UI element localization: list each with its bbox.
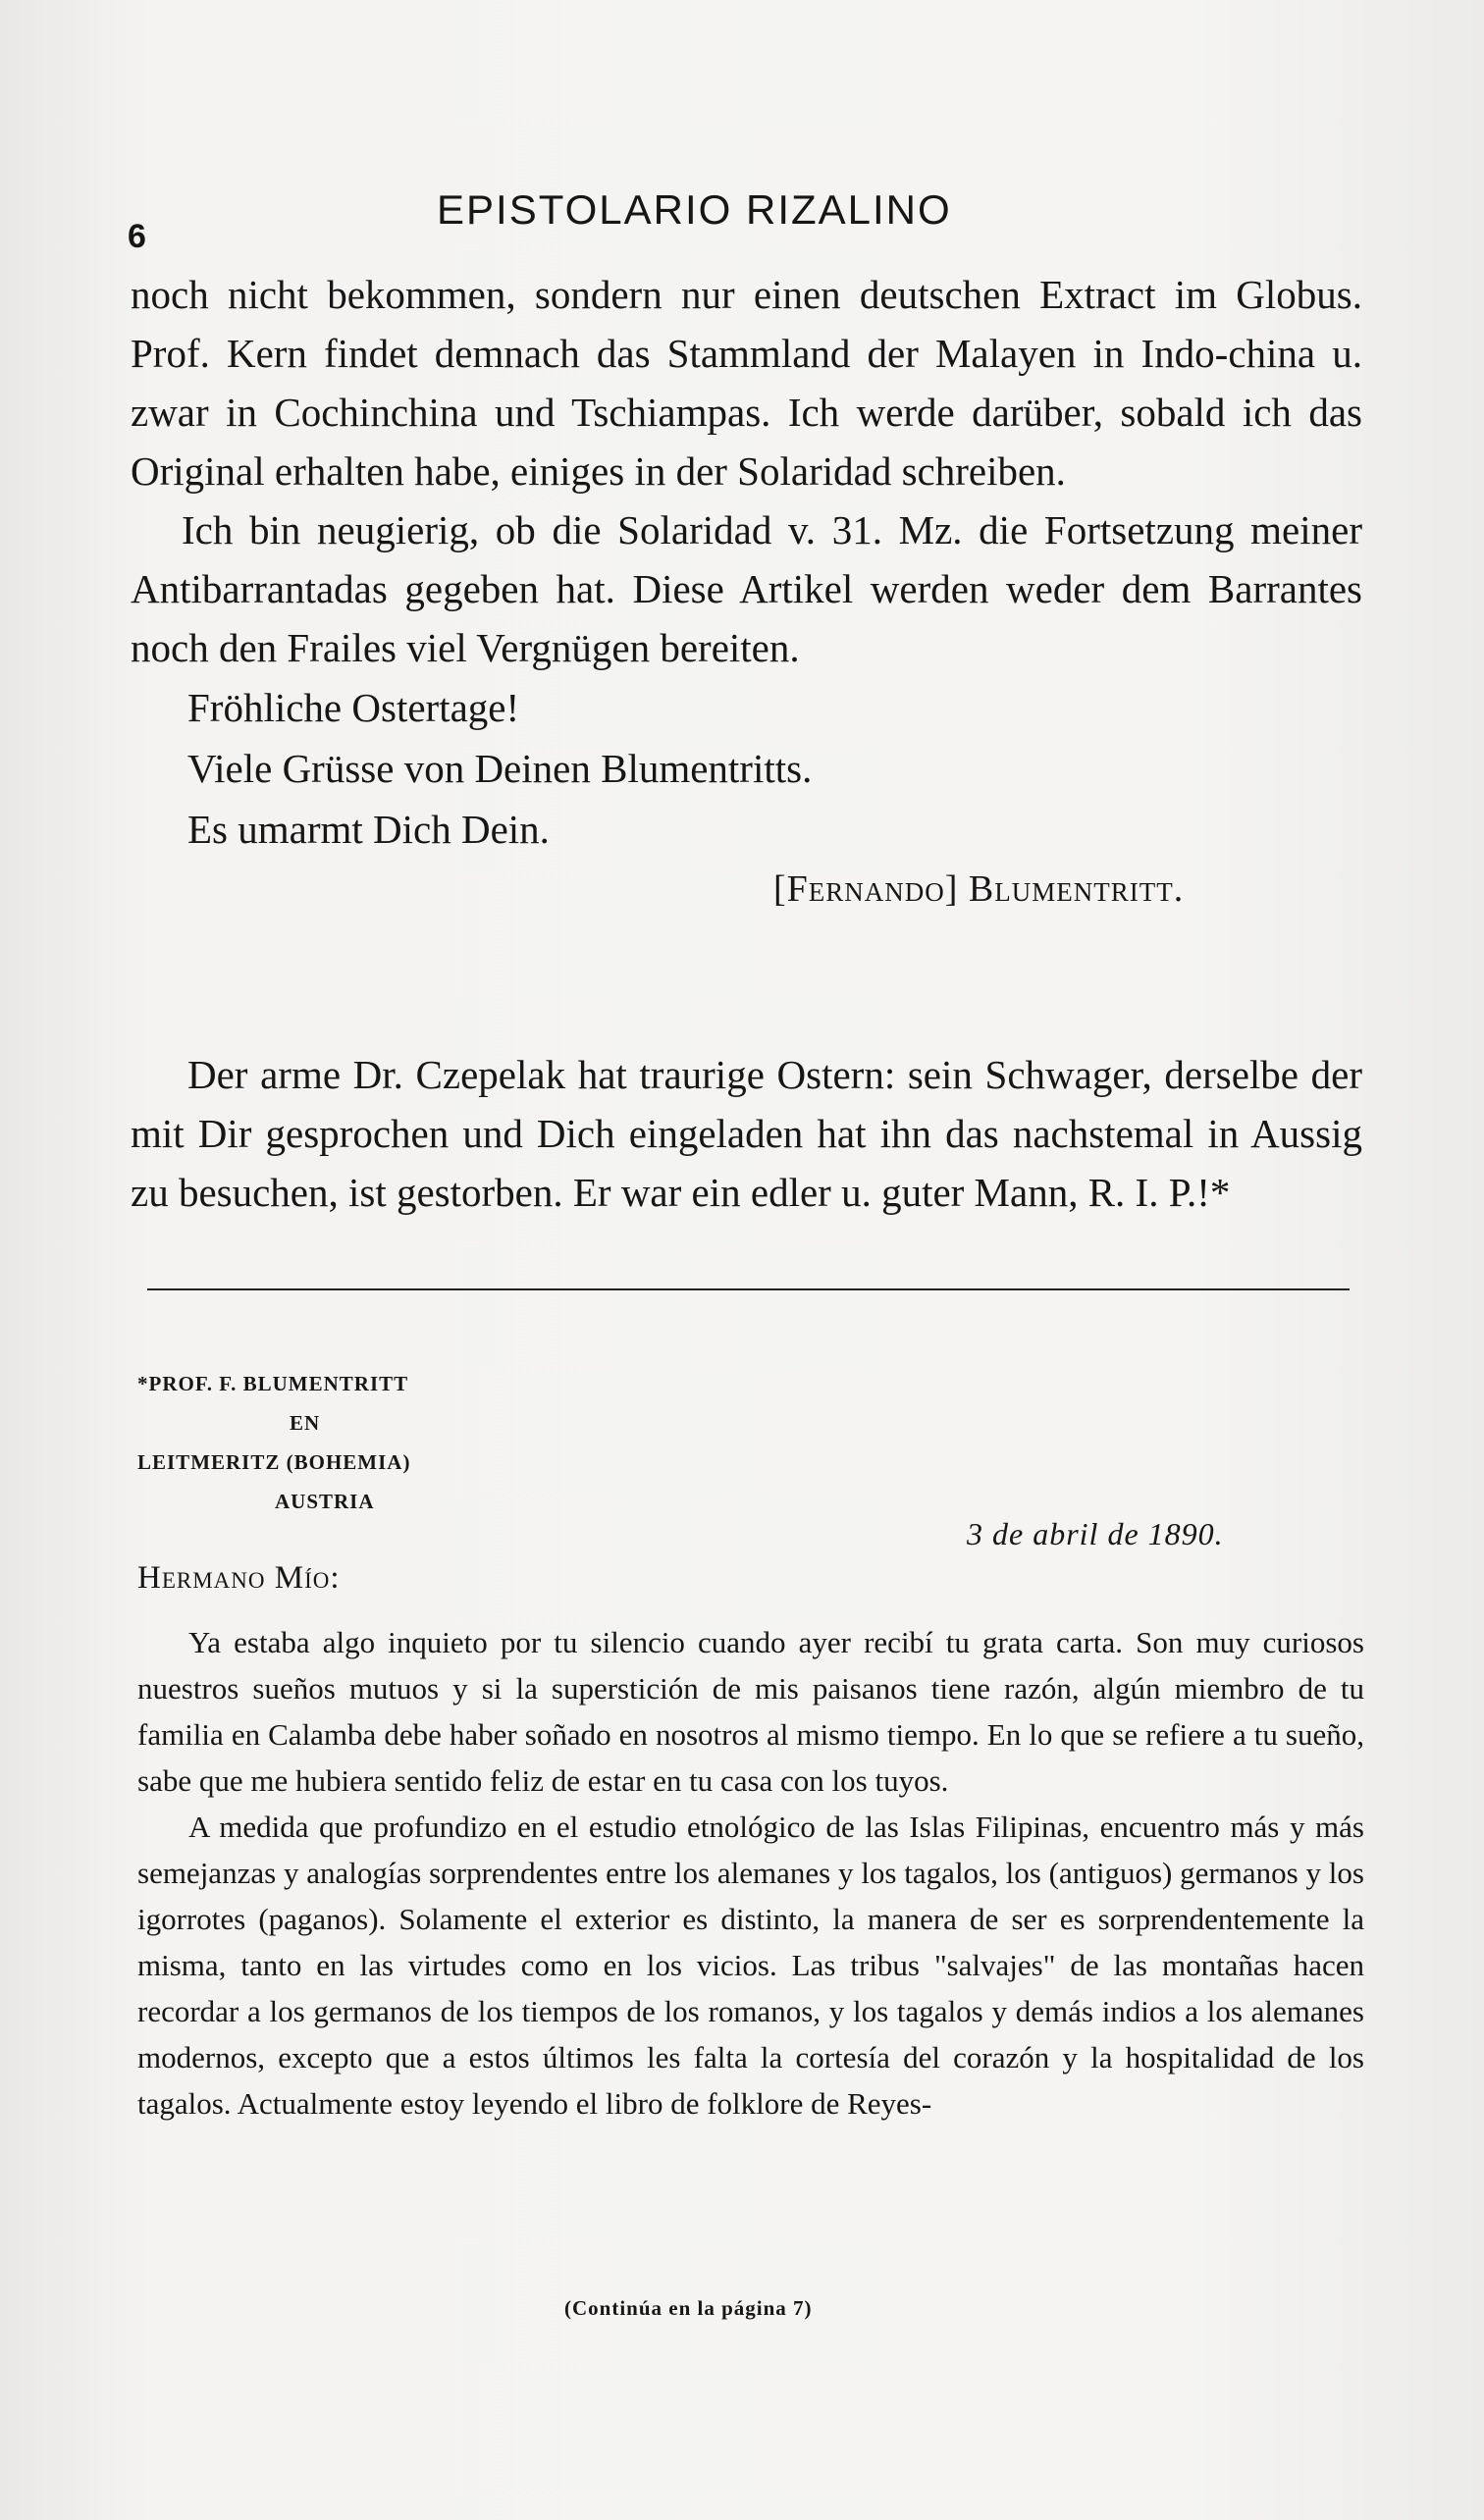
footnote-divider: [147, 1288, 1350, 1290]
letter-blumentritt-continuation: [131, 265, 1362, 919]
signature: [Fernando] Blumentritt.: [773, 868, 1185, 910]
page-header: [128, 167, 1354, 255]
letter1-paragraph-1: noch nicht bekommen, sondern nur einen deutschen Extract im Globus. Prof. Kern findet demnach das Stammland der Malayen in Indo-china u. zwar in Cochinchina und Tschiampas. Ich werde darüber, sobald ich das Original erhalten habe, einiges in der Solaridad schreiben.: [131, 272, 1362, 494]
letter2-greeting: Hermano Mío:: [137, 1560, 341, 1596]
letter1-paragraph-2: Ich bin neugierig, ob die Solaridad v. 31. Mz. die Fortsetzung meiner Antibarrantadas gegeben hat. Diese Artikel werden weder dem Barrantes noch den Frailes viel Vergnügen bereiten.: [131, 507, 1362, 670]
address-line-1: *PROF. F. BLUMENTRITT: [137, 1372, 409, 1395]
closing-line-1: Fröhliche Ostertage!: [187, 685, 520, 730]
letter2-paragraph-2: A medida que profundizo en el estudio etnológico de las Islas Filipinas, encuentro más y más semejanzas y analogías sorprendentes entre los alemanes y los tagalos, los (antiguos) germanos y los igorrotes (paganos). Solamente el exterior es distinto, la manera de ser es sorprendentemente la misma, tanto en las virtudes como en los vicios. Las tribus "salvajes" de las montañas hacen recordar a los germanos de los tiempos de los romanos, y los tagalos y demás indios a los alemanes modernos, excepto que a estos últimos les falta la cortesía del corazón y la hospitalidad de los tagalos. Actualmente estoy leyendo el libro de folklore de Reyes-: [137, 1810, 1364, 2121]
letter-rizal: [137, 1619, 1364, 2126]
page-number: 6: [128, 218, 146, 255]
letter2-date: 3 de abril de 1890.: [967, 1516, 1224, 1551]
footnote-address: [137, 1364, 726, 1521]
postscript: [131, 1045, 1362, 1222]
address-line-3: LEITMERITZ (BOHEMIA): [137, 1450, 411, 1474]
closing-line-2: Viele Grüsse von Deinen Blumentritts.: [187, 746, 813, 791]
address-line-4: AUSTRIA: [275, 1490, 375, 1513]
address-line-2: EN: [290, 1411, 321, 1435]
letter2-paragraph-1: Ya estaba algo inquieto por tu silencio cuando ayer recibí tu grata carta. Son muy curiosos nuestros sueños mutuos y si la superstición de mis paisanos tiene razón, algún miembro de tu familia en Calamba debe haber soñado en nosotros al mismo tiempo. En lo que se refiere a tu sueño, sabe que me hubiera sentido feliz de estar en tu casa con los tuyos.: [137, 1625, 1364, 1798]
running-title: EPISTOLARIO RIZALINO: [437, 186, 952, 233]
postscript-text: Der arme Dr. Czepelak hat traurige Ostern: sein Schwager, derselbe der mit Dir gesprochen und Dich eingeladen hat ihn das nachstemal in Aussig zu besuchen, ist gestorben. Er war ein edler u. guter Mann, R. I. P.!*: [131, 1052, 1362, 1215]
continuation-note: (Continúa en la página 7): [564, 2296, 813, 2320]
closing-line-3: Es umarmt Dich Dein.: [187, 807, 550, 852]
